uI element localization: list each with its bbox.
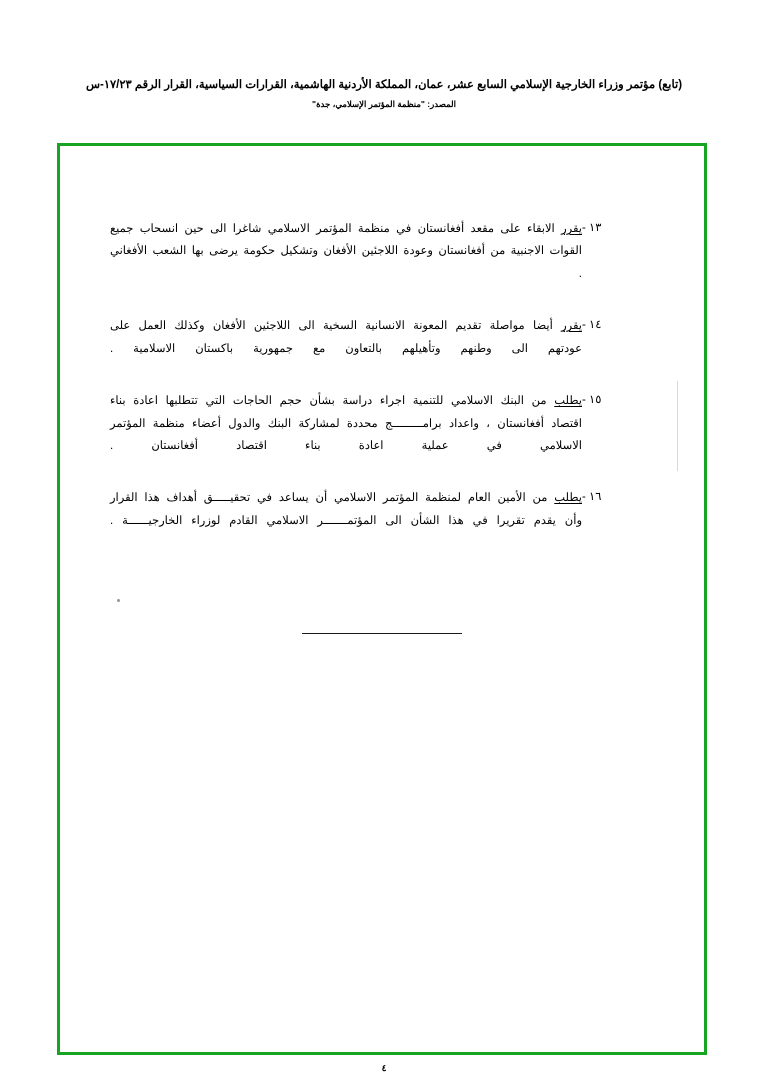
header-source: المصدر: "منظمة المؤتمر الإسلامي، جدة"	[312, 98, 456, 109]
list-item	[110, 315, 644, 360]
clause-lead-word: يطلب	[554, 492, 582, 505]
clause-lead-word: يقرر	[561, 223, 582, 235]
clause-number: ١٥ -	[582, 394, 602, 407]
clause-body-text: من الأمين العام لمنظمة المؤتمر الاسلامي أن يساعد في تحقيـــــق أهداف هذا القرار وأن يقدم تقريرا في هذا الشأن الى المؤتمـــــــر الاسلامي القادم لوزراء الخارجيــــــة .	[110, 492, 582, 527]
clause-text	[110, 390, 582, 457]
page-footer	[0, 1063, 768, 1074]
clause-number: ١٣ -	[582, 222, 602, 234]
scan-speck	[117, 599, 120, 602]
scan-artifact	[677, 381, 678, 471]
clause-body-text: من البنك الاسلامي للتنمية اجراء دراسة بشأن حجم الحاجات التي تتطلبها اعادة بناء اقتصاد أفغانستان ، واعداد برامـــــــــج محددة لمشاركة البنك والدول أعضاء منظمة المؤتمر الاسلامي في عملية اعادة بناء اقتصاد أفغانستان .	[110, 395, 582, 452]
list-item	[110, 487, 644, 532]
clause-text	[110, 218, 582, 285]
clause-lead-word: يقرر	[561, 320, 582, 333]
clause-body-text: أيضا مواصلة تقديم المعونة الانسانية السخية الى اللاجئين الأفغان وكذلك العمل على عودتهم الى وطنهم وتأهيلهم بالتعاون مع جمهورية باكستان الاسلامية .	[110, 320, 582, 355]
clause-number: ١٦ -	[582, 491, 602, 504]
list-item	[110, 218, 644, 285]
section-divider	[302, 633, 462, 634]
clause-body-text: الابقاء على مقعد أفغانستان في منظمة المؤتمر الاسلامي شاغرا الى حين انسحاب جميع القوات الاجنبية من أفغانستان وعودة اللاجئين الأفغان وتشكيل حكومة يرضى بها الشعب الأفغاني .	[110, 223, 582, 280]
clause-list	[110, 216, 644, 562]
header-title: (تابع) مؤتمر وزراء الخارجية الإسلامي السابع عشر، عمان، المملكة الأردنية الهاشمية، القرارات السياسية، القرار الرقم ١٧/٢٣-س	[85, 79, 683, 91]
list-item	[110, 390, 644, 457]
page-number: ٤	[381, 1063, 387, 1073]
clause-text	[110, 315, 582, 360]
page-header	[54, 78, 714, 110]
clause-lead-word: يطلب	[554, 395, 582, 408]
clause-number: ١٤ -	[582, 319, 602, 332]
clause-text	[110, 487, 582, 532]
content-frame	[57, 143, 707, 1055]
